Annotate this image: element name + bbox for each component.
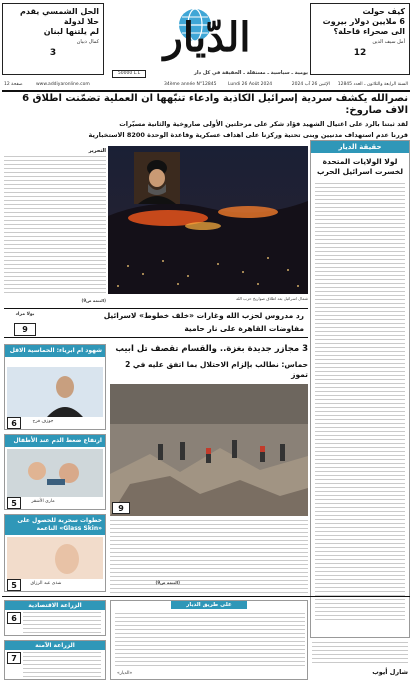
- price: 50000 L.L: [112, 70, 146, 78]
- column-box[interactable]: [110, 600, 308, 680]
- strip-line-1: رد مدروس لحزب الله وغارات «خلف خطوط» لاسرائيل: [103, 311, 304, 320]
- left-story-2-photo: [7, 449, 103, 497]
- bottom-divider: [2, 596, 410, 597]
- strip-line-2: مفاوضات القاهرة على نار حامية: [184, 324, 304, 333]
- agri-box-2-page[interactable]: 7: [7, 652, 21, 664]
- sidebar-label: حقيقة الديار: [311, 141, 409, 153]
- date-fr: Lundi 26 Août 2024: [228, 82, 273, 87]
- right-promo-author: أمل سيف الدين: [372, 39, 405, 45]
- left-story-2[interactable]: [4, 434, 106, 510]
- left-story-3-author: شذى عبد الرزاق: [30, 581, 62, 586]
- left-story-2-title: ارتفاع ضغط الدم عند الأطفال: [5, 435, 105, 447]
- issue-ar: السنة الرابعة والثلاثون ـ العدد 12845: [337, 82, 408, 87]
- analysis-strip[interactable]: [4, 308, 308, 338]
- lead-bullet-2: قررنا عدم استهداف مدنيين وبنى تحتية وركزنا على اهداف عسكرية وقاعدة الوحدة 8200 الاستخبارية: [88, 131, 408, 139]
- agri-box-2-text: [23, 652, 101, 678]
- column-signature-2: «الديار»: [117, 671, 133, 676]
- right-promo-title-2: 6 ملايين دولار بيروت: [322, 17, 405, 26]
- second-subhead: حماس: نطالب بإلزام الاحتلال بما اتفق عليه في 2 تموز: [125, 360, 308, 379]
- editorial-label: التحرير: [88, 148, 106, 154]
- agri-box-1-title: الزراعة الاقتصادية: [5, 601, 105, 610]
- left-story-1-page[interactable]: 6: [7, 417, 21, 429]
- second-headline[interactable]: 3 مجازر جديدة بغزة.. والقسام تقصف تل ابيب: [115, 344, 308, 354]
- left-story-1[interactable]: [4, 344, 106, 430]
- date-ar: الإثنين 26 آب 2024: [291, 82, 330, 87]
- left-story-1-author: جوزف فرح: [32, 419, 54, 424]
- left-promo-title-3: لم يلتنها لبنان: [43, 27, 99, 36]
- issue-fr: 34ème année N°12845: [164, 82, 217, 87]
- column-label: على طريق الديار: [171, 601, 247, 609]
- website-link[interactable]: www.addiyaronline.com: [36, 82, 90, 87]
- agri-box-2-title: الزراعة الآمنة: [5, 641, 105, 650]
- right-promo-title-3: الى صحراء قاحلة؟: [333, 27, 405, 36]
- left-promo-author: كمال ذبيان: [76, 39, 99, 45]
- sidebar-box: [310, 140, 410, 638]
- left-promo-title-2: حلا لدولة: [63, 17, 99, 26]
- agri-box-1[interactable]: [4, 600, 106, 636]
- strip-author: بولا مراد: [15, 312, 35, 317]
- sidebar-title[interactable]: لولا الولايات المتحدة لخسرت اسرائيل الحرب: [316, 157, 404, 176]
- left-story-3[interactable]: [4, 514, 106, 592]
- strip-page-badge[interactable]: 9: [14, 323, 36, 336]
- left-story-1-title: شهود ام ابرياء: الحماسية الاقل: [5, 345, 105, 357]
- column-body-text: [115, 613, 305, 669]
- columnist-signature: شارل أيوب: [372, 668, 408, 676]
- left-story-2-author: ماري الأشقر: [31, 499, 55, 504]
- sidebar-body-text: [315, 183, 405, 623]
- masthead-divider: [2, 90, 410, 92]
- tagline: يومية ـ سياسية ـ مستقلة ـ الحقيقة في كل دار: [193, 70, 308, 76]
- left-story-2-page[interactable]: 5: [7, 497, 21, 509]
- left-story-3-page[interactable]: 5: [7, 579, 21, 591]
- lead-headline[interactable]: نصرالله يكشف سردية إسرائيل الكاذبة وادعاء تنبّهها ان العملية تضمّنت اطلاق 6 الاف صاروخ:: [22, 93, 408, 116]
- right-promo-title-1: كيف حولت: [362, 7, 405, 16]
- second-continued[interactable]: (التتمة ص9): [155, 580, 180, 585]
- right-promo-box[interactable]: [310, 3, 410, 75]
- agri-box-1-text: [23, 612, 101, 634]
- agri-box-1-page[interactable]: 6: [7, 612, 21, 624]
- left-story-3-title: خطوات سحرية للحصول على «Glass Skin» الناعمة: [5, 515, 105, 535]
- left-promo-page: 3: [49, 48, 57, 58]
- left-promo-title-1: الحل الشمسي يقدم: [20, 7, 99, 16]
- nasrallah-portrait: [134, 152, 180, 204]
- left-story-1-photo: [7, 367, 103, 417]
- agri-box-2[interactable]: [4, 640, 106, 680]
- left-story-3-photo: [7, 537, 103, 579]
- lead-photo-caption: شمال اسرائيل بعد اطلاق صواريخ حزب الله: [236, 296, 308, 301]
- sidebar-bottom-text: [312, 642, 408, 664]
- right-promo-page: 12: [353, 48, 367, 58]
- newspaper-logo: الدّيار: [163, 14, 251, 61]
- lead-bullet-1: لقد ثبتنا بالرد على اغتيال الشهيد فؤاد شكر على مرحلتين الأولى صاروخية والثانية مسيّرات: [119, 120, 408, 128]
- page-count: 12 صفحة: [4, 82, 23, 87]
- lead-photo: [108, 146, 308, 294]
- gaza-photo: [110, 384, 308, 516]
- second-page-badge[interactable]: 9: [112, 502, 130, 514]
- lead-body-text: [4, 156, 106, 296]
- lead-continued[interactable]: (التتمة ص9): [81, 298, 106, 303]
- left-promo-box[interactable]: [2, 3, 104, 75]
